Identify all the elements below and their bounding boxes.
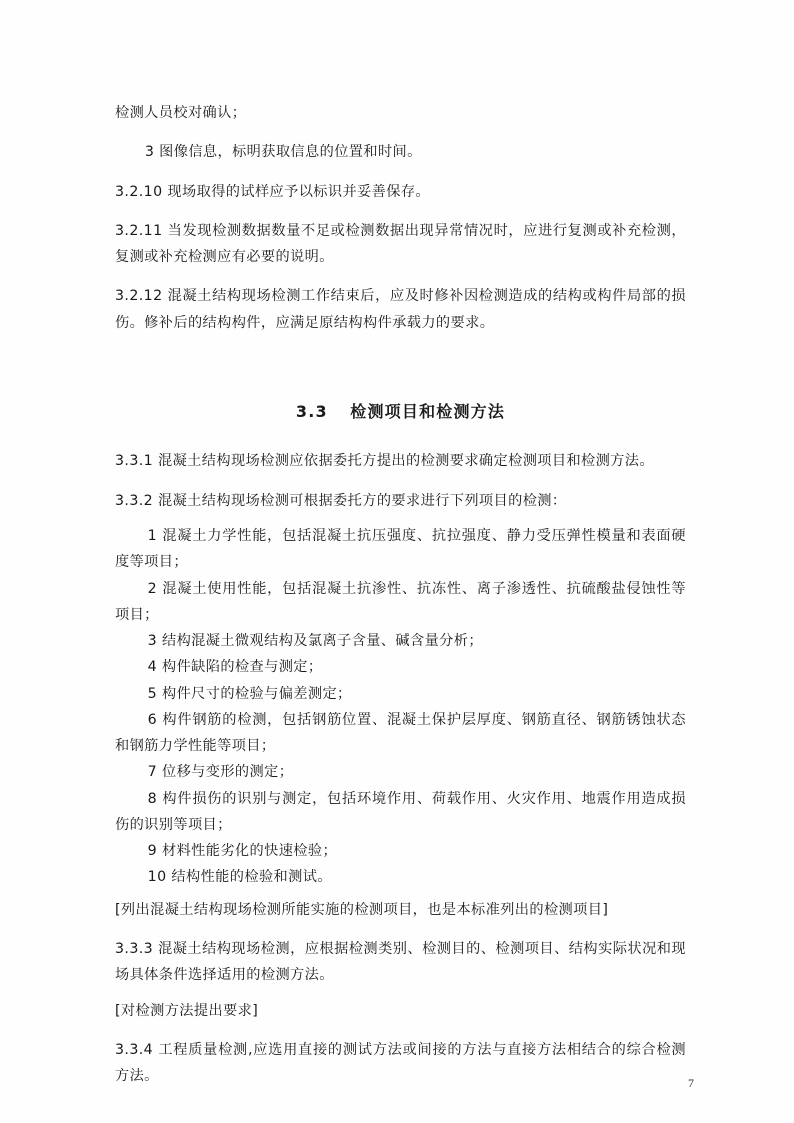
clause-3-2-11: 3.2.11 当发现检测数据数量不足或检测数据出现异常情况时，应进行复测或补充检测，复测或补充检测应有必要的说明。 <box>115 222 686 266</box>
list-item: 7 位移与变形的测定； <box>147 764 294 781</box>
list-item: 5 构件尺寸的检验与偏差测定； <box>147 685 352 702</box>
section-heading <box>115 397 686 427</box>
list-item: 1 混凝土力学性能，包括混凝土抗压强度、抗拉强度、静力受压弹性模量和表面硬度等项目； <box>115 527 686 571</box>
paragraph: 检测人员校对确认； <box>115 105 247 121</box>
page-number: 7 <box>688 1076 694 1090</box>
clause-3-2-10: 3.2.10 现场取得的试样应予以标识并妥善保存。 <box>115 183 431 200</box>
list-item: 10 结构性能的检验和测试。 <box>147 869 332 886</box>
editorial-note: [对检测方法提出要求] <box>115 1002 259 1019</box>
list-item: 3 结构混凝土微观结构及氯离子含量、碱含量分析； <box>147 633 483 650</box>
clause-3-3-3: 3.3.3 混凝土结构现场检测，应根据检测类别、检测目的、检测项目、结构实际状况和现场具体条件选择适用的检测方法。 <box>115 940 686 984</box>
clause-3-3-4: 3.3.4 工程质量检测,应选用直接的测试方法或间接的方法与直接方法相结合的综合检测方法。 <box>115 1041 686 1085</box>
list-item: 4 构件缺陷的检查与测定； <box>147 659 323 676</box>
list-item: 2 混凝土使用性能，包括混凝土抗渗性、抗冻性、离子渗透性、抗硫酸盐侵蚀性等项目； <box>115 580 686 623</box>
list-item: 8 构件损伤的识别与测定，包括环境作用、荷载作用、火灾作用、地震作用造成损伤的识别等项目； <box>115 790 686 833</box>
spacer <box>115 349 686 363</box>
document-body <box>115 100 686 1089</box>
clause-3-3-1: 3.3.1 混凝土结构现场检测应依据委托方提出的检测要求确定检测项目和检测方法。 <box>115 453 654 470</box>
clause-3-2-12: 3.2.12 混凝土结构现场检测工作结束后，应及时修补因检测造成的结构或构件局部的损伤。修补后的结构构件，应满足原结构构件承载力的要求。 <box>115 288 686 331</box>
clause-3-3-2: 3.3.2 混凝土结构现场检测可根据委托方的要求进行下列项目的检测： <box>115 492 567 509</box>
list-item: 6 构件钢筋的检测，包括钢筋位置、混凝土保护层厚度、钢筋直径、钢筋锈蚀状态和钢筋力学性能等项目； <box>115 711 686 755</box>
list-item: 9 材料性能劣化的快速检验； <box>147 843 338 860</box>
section-number: 3.3 <box>295 401 328 421</box>
list-item: 3 图像信息，标明获取信息的位置和时间。 <box>144 144 422 161</box>
editorial-note: [列出混凝土结构现场检测所能实施的检测项目，也是本标准列出的检测项目] <box>115 901 609 918</box>
section-title: 检测项目和检测方法 <box>350 401 506 421</box>
